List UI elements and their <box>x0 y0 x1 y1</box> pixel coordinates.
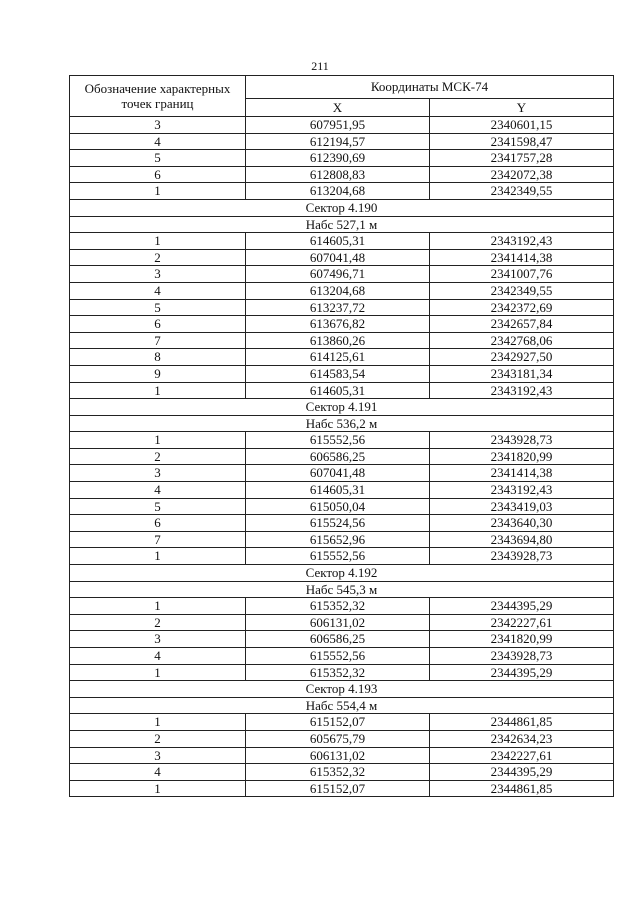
point-number-cell: 7 <box>70 531 246 548</box>
point-number-cell: 1 <box>70 714 246 731</box>
header-point-designation: Обозначение характерных точек границ <box>70 76 246 117</box>
point-number-cell: 1 <box>70 548 246 565</box>
point-number-cell: 5 <box>70 150 246 167</box>
x-coordinate-cell: 614125,61 <box>246 349 430 366</box>
table-row <box>70 730 614 747</box>
table-row <box>70 233 614 250</box>
y-coordinate-cell: 2341007,76 <box>430 266 614 283</box>
x-coordinate-cell: 612390,69 <box>246 150 430 167</box>
y-coordinate-cell: 2342227,61 <box>430 614 614 631</box>
y-coordinate-cell: 2344861,85 <box>430 714 614 731</box>
point-number-cell: 4 <box>70 648 246 665</box>
y-coordinate-cell: 2341414,38 <box>430 465 614 482</box>
table-row <box>70 498 614 515</box>
point-number-cell: 1 <box>70 183 246 200</box>
x-coordinate-cell: 605675,79 <box>246 730 430 747</box>
x-coordinate-cell: 607041,48 <box>246 249 430 266</box>
point-number-cell: 9 <box>70 365 246 382</box>
point-number-cell: 1 <box>70 780 246 797</box>
point-number-cell: 3 <box>70 747 246 764</box>
point-number-cell: 5 <box>70 299 246 316</box>
table-row <box>70 548 614 565</box>
point-number-cell: 1 <box>70 598 246 615</box>
x-coordinate-cell: 615352,32 <box>246 764 430 781</box>
y-coordinate-cell: 2342657,84 <box>430 316 614 333</box>
point-number-cell: 4 <box>70 482 246 499</box>
table-row <box>70 266 614 283</box>
x-coordinate-cell: 606131,02 <box>246 747 430 764</box>
y-coordinate-cell: 2341757,28 <box>430 150 614 167</box>
table-row <box>70 531 614 548</box>
table-row <box>70 316 614 333</box>
x-coordinate-cell: 607496,71 <box>246 266 430 283</box>
point-number-cell: 4 <box>70 764 246 781</box>
section-label: Набс 554,4 м <box>70 697 614 714</box>
x-coordinate-cell: 613204,68 <box>246 282 430 299</box>
y-coordinate-cell: 2342349,55 <box>430 282 614 299</box>
table-row <box>70 249 614 266</box>
y-coordinate-cell: 2343928,73 <box>430 648 614 665</box>
y-coordinate-cell: 2343192,43 <box>430 482 614 499</box>
table-row <box>70 448 614 465</box>
x-coordinate-cell: 612194,57 <box>246 133 430 150</box>
point-number-cell: 3 <box>70 465 246 482</box>
y-coordinate-cell: 2344395,29 <box>430 598 614 615</box>
point-number-cell: 8 <box>70 349 246 366</box>
table-row <box>70 150 614 167</box>
y-coordinate-cell: 2342227,61 <box>430 747 614 764</box>
section-row <box>70 199 614 216</box>
x-coordinate-cell: 615652,96 <box>246 531 430 548</box>
y-coordinate-cell: 2344861,85 <box>430 780 614 797</box>
table-row <box>70 133 614 150</box>
table-row <box>70 631 614 648</box>
section-label: Сектор 4.190 <box>70 199 614 216</box>
point-number-cell: 3 <box>70 631 246 648</box>
x-coordinate-cell: 614605,31 <box>246 382 430 399</box>
y-coordinate-cell: 2342072,38 <box>430 166 614 183</box>
page-number: 211 <box>311 59 329 73</box>
point-number-cell: 4 <box>70 282 246 299</box>
point-number-cell: 7 <box>70 332 246 349</box>
section-row <box>70 399 614 416</box>
x-coordinate-cell: 615352,32 <box>246 598 430 615</box>
point-number-cell: 5 <box>70 498 246 515</box>
point-number-cell: 3 <box>70 117 246 134</box>
x-coordinate-cell: 606586,25 <box>246 631 430 648</box>
point-number-cell: 2 <box>70 614 246 631</box>
point-number-cell: 1 <box>70 382 246 399</box>
point-number-cell: 3 <box>70 266 246 283</box>
y-coordinate-cell: 2340601,15 <box>430 117 614 134</box>
table-row <box>70 714 614 731</box>
x-coordinate-cell: 612808,83 <box>246 166 430 183</box>
point-number-cell: 4 <box>70 133 246 150</box>
table-row <box>70 747 614 764</box>
x-coordinate-cell: 607951,95 <box>246 117 430 134</box>
x-coordinate-cell: 606586,25 <box>246 448 430 465</box>
x-coordinate-cell: 615152,07 <box>246 714 430 731</box>
y-coordinate-cell: 2341820,99 <box>430 631 614 648</box>
point-number-cell: 1 <box>70 432 246 449</box>
y-coordinate-cell: 2342349,55 <box>430 183 614 200</box>
y-coordinate-cell: 2342768,06 <box>430 332 614 349</box>
x-coordinate-cell: 615050,04 <box>246 498 430 515</box>
x-coordinate-cell: 615552,56 <box>246 648 430 665</box>
point-number-cell: 6 <box>70 515 246 532</box>
section-label: Сектор 4.191 <box>70 399 614 416</box>
section-label: Сектор 4.192 <box>70 565 614 582</box>
table-row <box>70 365 614 382</box>
table-row <box>70 664 614 681</box>
section-label: Набс 545,3 м <box>70 581 614 598</box>
x-coordinate-cell: 613204,68 <box>246 183 430 200</box>
coordinates-table <box>69 75 614 797</box>
y-coordinate-cell: 2342372,69 <box>430 299 614 316</box>
x-coordinate-cell: 615152,07 <box>246 780 430 797</box>
y-coordinate-cell: 2341598,47 <box>430 133 614 150</box>
section-label: Набс 527,1 м <box>70 216 614 233</box>
y-coordinate-cell: 2343928,73 <box>430 548 614 565</box>
x-coordinate-cell: 614605,31 <box>246 482 430 499</box>
y-coordinate-cell: 2343419,03 <box>430 498 614 515</box>
table-row <box>70 349 614 366</box>
x-coordinate-cell: 615352,32 <box>246 664 430 681</box>
x-coordinate-cell: 615552,56 <box>246 548 430 565</box>
y-coordinate-cell: 2343192,43 <box>430 382 614 399</box>
x-coordinate-cell: 613860,26 <box>246 332 430 349</box>
y-coordinate-cell: 2341820,99 <box>430 448 614 465</box>
y-coordinate-cell: 2341414,38 <box>430 249 614 266</box>
x-coordinate-cell: 607041,48 <box>246 465 430 482</box>
point-number-cell: 2 <box>70 730 246 747</box>
table-row <box>70 614 614 631</box>
y-coordinate-cell: 2344395,29 <box>430 664 614 681</box>
section-row <box>70 216 614 233</box>
table-row <box>70 780 614 797</box>
point-number-cell: 6 <box>70 166 246 183</box>
table-row <box>70 166 614 183</box>
x-coordinate-cell: 614605,31 <box>246 233 430 250</box>
x-coordinate-cell: 614583,54 <box>246 365 430 382</box>
point-number-cell: 2 <box>70 249 246 266</box>
table-row <box>70 282 614 299</box>
point-number-cell: 6 <box>70 316 246 333</box>
section-row <box>70 581 614 598</box>
table-row <box>70 482 614 499</box>
x-coordinate-cell: 613676,82 <box>246 316 430 333</box>
section-label: Сектор 4.193 <box>70 681 614 698</box>
x-coordinate-cell: 613237,72 <box>246 299 430 316</box>
y-coordinate-cell: 2343181,34 <box>430 365 614 382</box>
header-coordinates: Координаты МСК-74 <box>246 76 614 99</box>
section-row <box>70 565 614 582</box>
y-coordinate-cell: 2343694,80 <box>430 531 614 548</box>
section-row <box>70 415 614 432</box>
y-coordinate-cell: 2342634,23 <box>430 730 614 747</box>
table-row <box>70 515 614 532</box>
x-coordinate-cell: 615552,56 <box>246 432 430 449</box>
point-number-cell: 2 <box>70 448 246 465</box>
table-row <box>70 299 614 316</box>
y-coordinate-cell: 2342927,50 <box>430 349 614 366</box>
table-row <box>70 648 614 665</box>
header-x: X <box>246 98 430 116</box>
point-number-cell: 1 <box>70 233 246 250</box>
header-y: Y <box>430 98 614 116</box>
point-number-cell: 1 <box>70 664 246 681</box>
table-row <box>70 117 614 134</box>
y-coordinate-cell: 2344395,29 <box>430 764 614 781</box>
y-coordinate-cell: 2343192,43 <box>430 233 614 250</box>
section-label: Набс 536,2 м <box>70 415 614 432</box>
table-row <box>70 183 614 200</box>
x-coordinate-cell: 606131,02 <box>246 614 430 631</box>
table-row <box>70 764 614 781</box>
y-coordinate-cell: 2343640,30 <box>430 515 614 532</box>
y-coordinate-cell: 2343928,73 <box>430 432 614 449</box>
section-row <box>70 681 614 698</box>
table-row <box>70 598 614 615</box>
table-row <box>70 465 614 482</box>
table-row <box>70 432 614 449</box>
x-coordinate-cell: 615524,56 <box>246 515 430 532</box>
table-row <box>70 382 614 399</box>
table-body <box>70 117 614 797</box>
section-row <box>70 697 614 714</box>
table-row <box>70 332 614 349</box>
